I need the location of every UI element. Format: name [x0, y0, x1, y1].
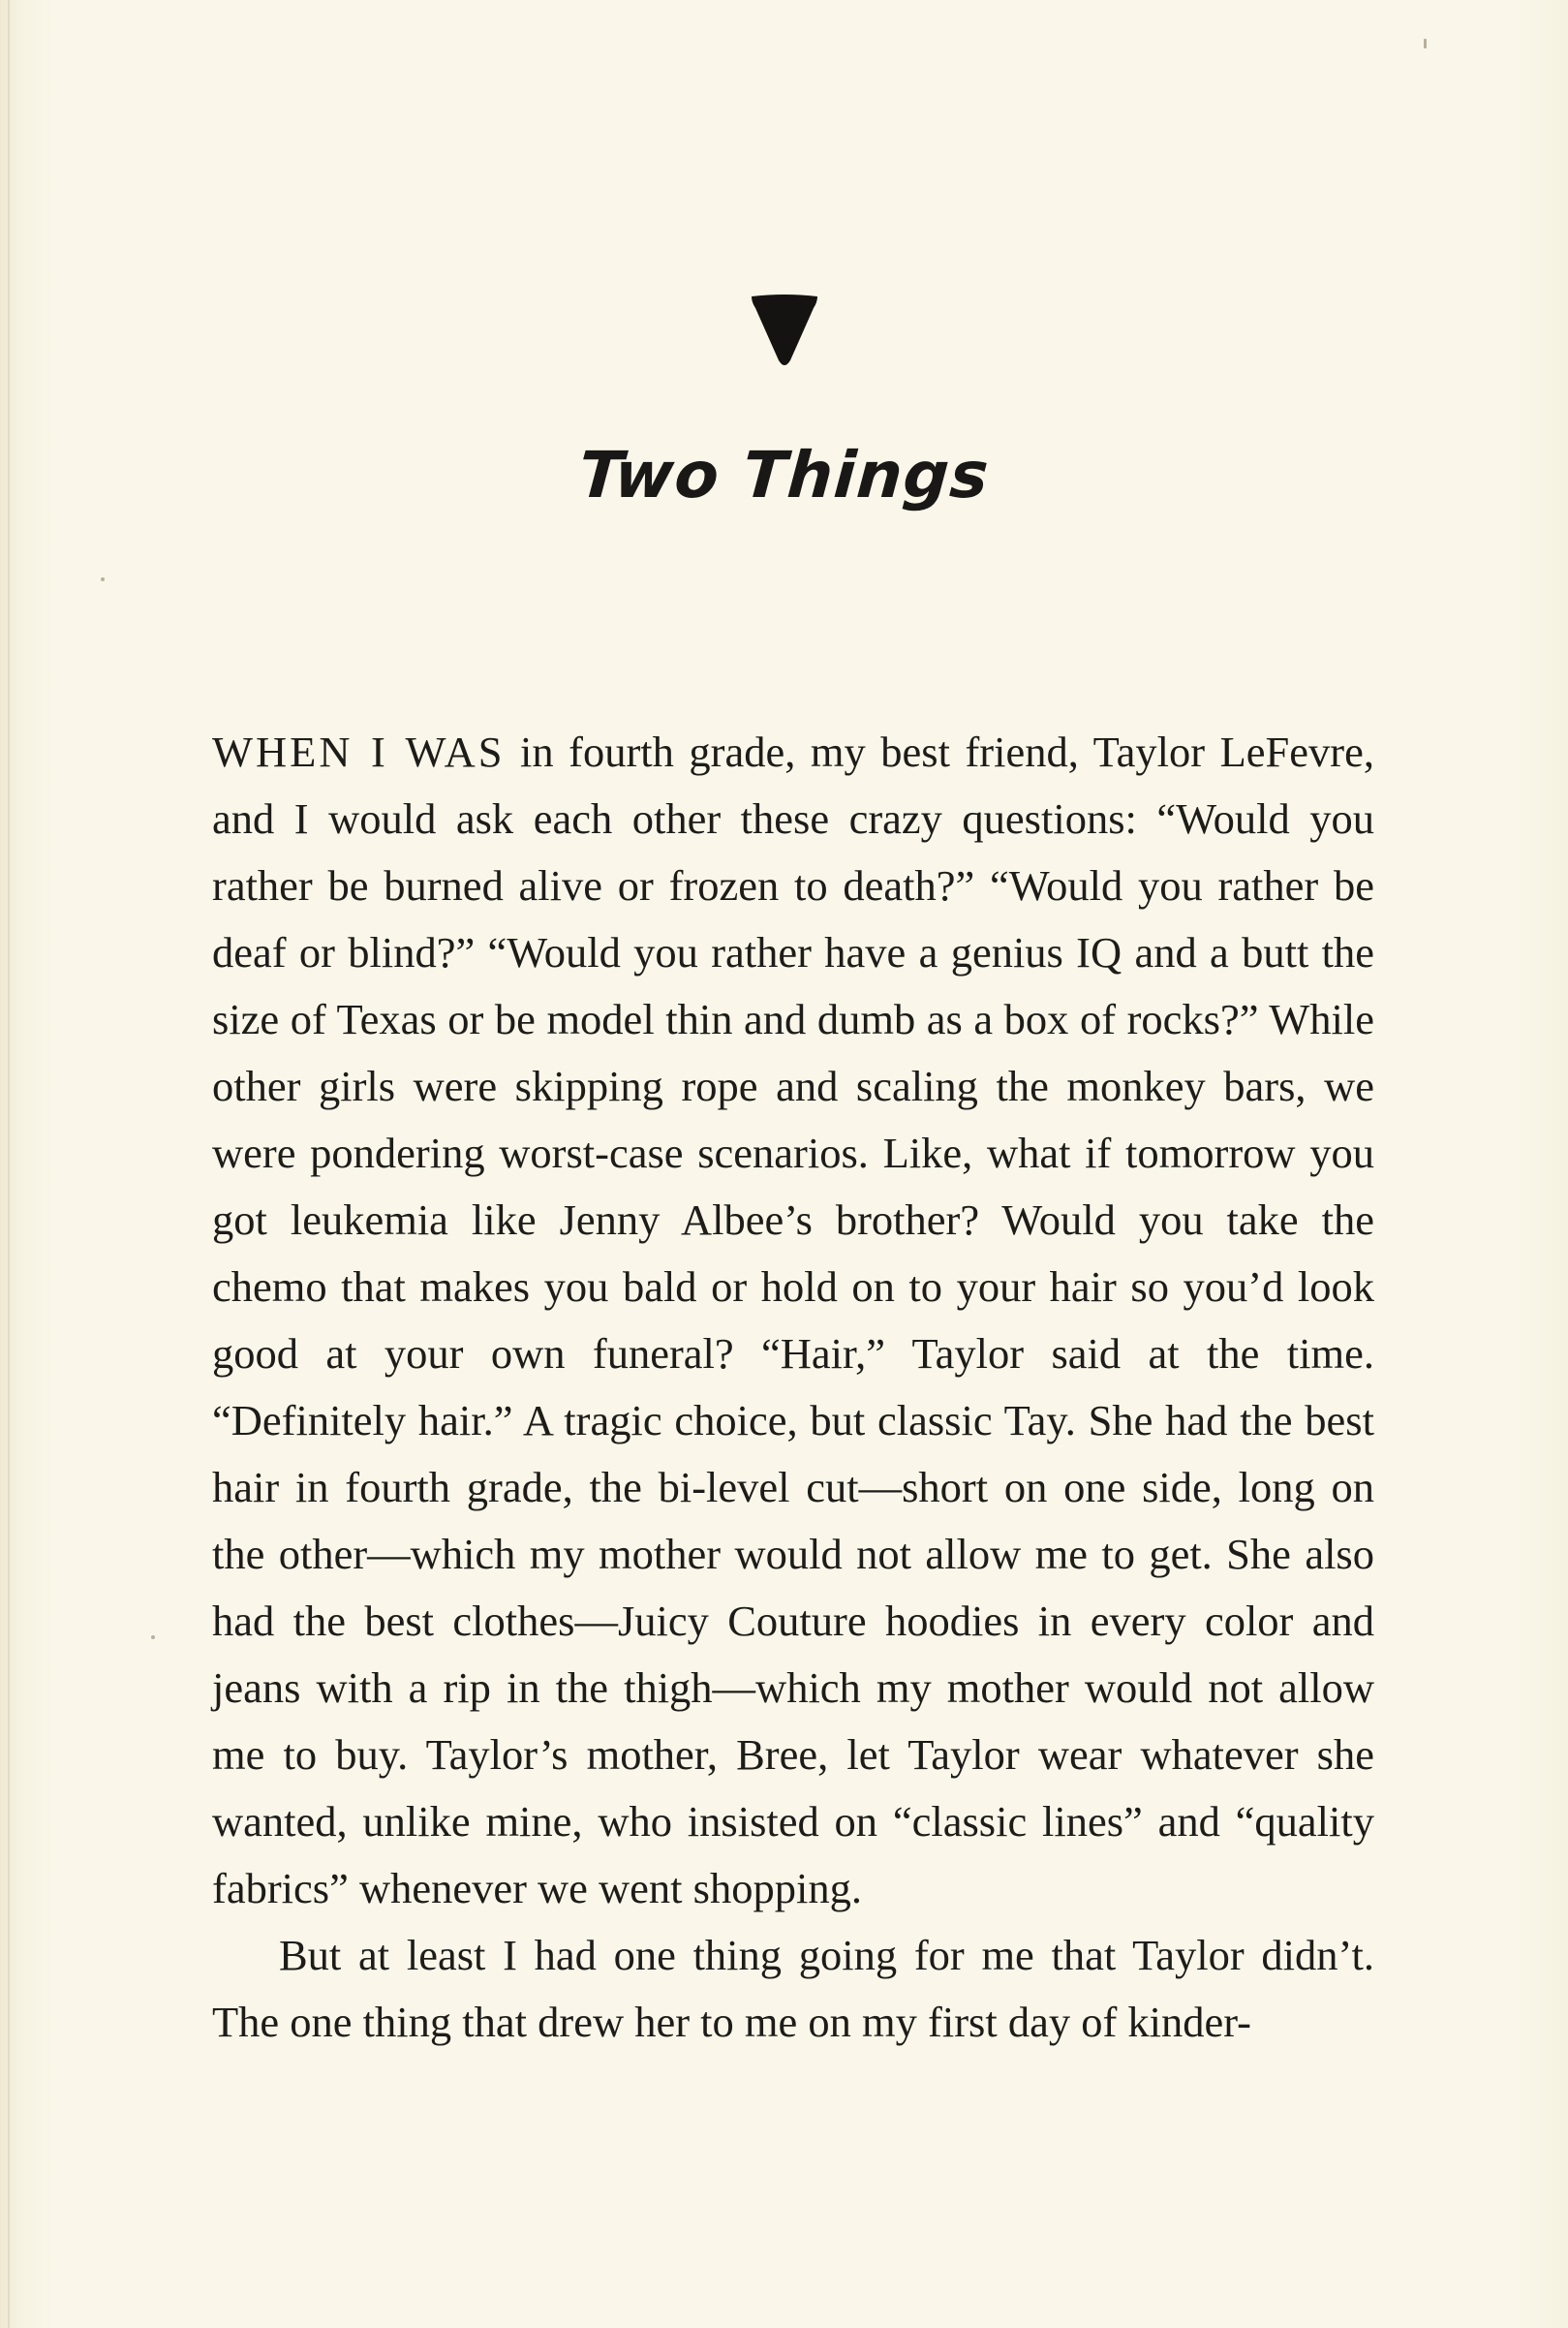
inverted-triangle-icon: [748, 291, 821, 368]
paragraph-lead-in: WHEN I WAS: [212, 728, 506, 776]
body-text: [212, 719, 1374, 2056]
chapter-title: Two Things: [576, 438, 992, 512]
paragraph-1: [212, 719, 1374, 1922]
paragraph-1-text: in fourth grade, my best friend, Taylor LeFevre, and I would ask each other these crazy questions: “Would you rather be burned alive or frozen to death?” “Would you rather be deaf or blind?” “Would you rather have a genius IQ and a butt the size of Texas or be model thin and dumb as a box of rocks?” While other girls were skipping rope and scaling the monkey bars, we were pondering worst-case scenarios. Like, what if tomorrow you got leukemia like Jenny Albee’s brother? Would you take the chemo that makes you bald or hold on to your hair so you’d look good at your own funeral? “Hair,” Taylor said at the time. “Definitely hair.” A tragic choice, but classic Tay. She had the best hair in fourth grade, the bi-level cut—short on one side, long on the other—which my mother would not allow me to get. She also had the best clothes—Juicy Couture hoodies in every color and jeans with a rip in the thigh—which my mother would not allow me to buy. Taylor’s mother, Bree, let Taylor wear whatever she wanted, unlike mine, who insisted on “classic lines” and “quality fabrics” whenever we went shopping.: [212, 728, 1374, 1912]
paper-speck: [101, 577, 105, 581]
page-gutter: [8, 0, 10, 2328]
paper-speck: [151, 1635, 155, 1639]
paragraph-2: But at least I had one thing going for me that Taylor didn’t. The one thing that drew her to me on my first day of kinder-: [212, 1931, 1374, 2046]
paper-speck: [1424, 39, 1427, 48]
